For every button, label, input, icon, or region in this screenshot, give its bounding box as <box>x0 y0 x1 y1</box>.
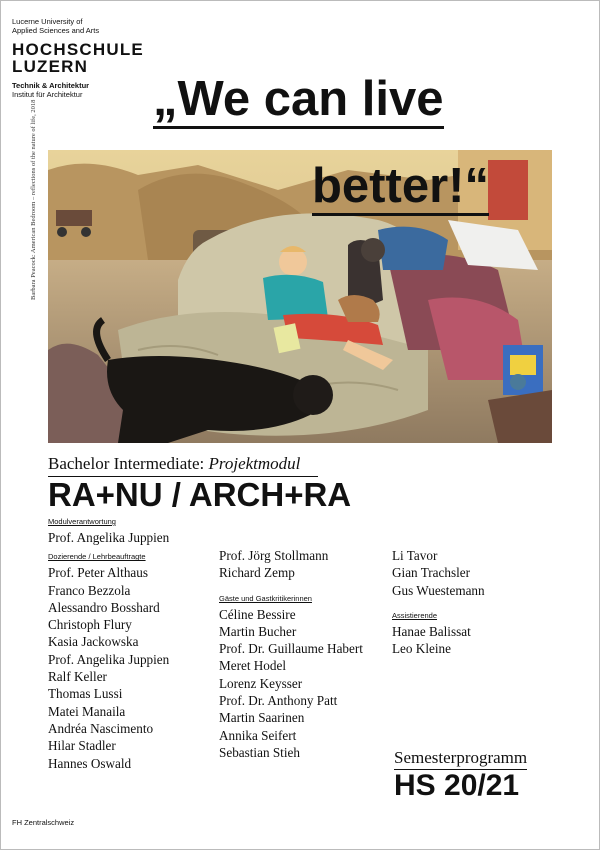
logo-line2: Applied Sciences and Arts <box>12 26 100 35</box>
person-name: Matei Manaila <box>48 703 126 719</box>
footer-text: FH Zentralschweiz <box>12 818 75 827</box>
person-name: Prof. Peter Althaus <box>48 565 148 581</box>
logo-name1: HOCHSCHULE <box>12 40 144 59</box>
person-name: Prof. Angelika Juppien <box>48 530 170 545</box>
person-name: Lorenz Keysser <box>219 675 303 691</box>
dozierende-list <box>48 564 169 772</box>
photo-credit: Barbara Peacock: American Bedroom – reflections of the nature of life, 2018 <box>30 99 37 300</box>
dozierende-list-cont <box>219 547 363 582</box>
person-name: Thomas Lussi <box>48 686 123 702</box>
person-name: Ralf Keller <box>48 669 107 685</box>
headline-line2: better!“ <box>312 160 489 216</box>
dozierende-list-cont2 <box>392 547 485 599</box>
person-name: Franco Bezzola <box>48 582 131 598</box>
modulverantwortung-list <box>48 529 169 546</box>
modulverantwortung-heading: Modulverantwortung <box>48 517 116 526</box>
person-name: Gus Wuestemann <box>392 582 485 598</box>
person-name: Li Tavor <box>392 548 438 563</box>
person-name: Annika Seifert <box>219 727 297 743</box>
semester-label: Semesterprogramm <box>394 748 527 770</box>
person-name: Martin Saarinen <box>219 710 305 726</box>
column-left <box>48 517 169 772</box>
program-module: Projektmodul <box>208 454 301 473</box>
logo-line1: Lucerne University of <box>12 17 83 26</box>
person-name: Hanae Balissat <box>392 623 471 639</box>
logo-name2: LUZERN <box>12 57 89 76</box>
person-name: Meret Hodel <box>219 658 287 674</box>
person-name: Hannes Oswald <box>48 755 132 771</box>
column-middle <box>219 547 363 761</box>
assistierende-heading: Assistierende <box>392 610 438 620</box>
program-level-text: Bachelor Intermediate: <box>48 454 209 473</box>
person-name: Alessandro Bosshard <box>48 599 160 615</box>
logo-dept2: Institut für Architektur <box>12 90 83 99</box>
assistierende-list <box>392 623 485 658</box>
program-level <box>48 454 318 477</box>
headline-line1: „We can live <box>153 73 444 129</box>
gaeste-heading: Gäste und Gastkritikerinnen <box>219 593 312 603</box>
person-name: Sebastian Stieh <box>219 744 300 760</box>
person-name: Prof. Angelika Juppien <box>48 651 170 667</box>
university-logo <box>12 17 144 99</box>
person-name: Kasia Jackowska <box>48 634 139 650</box>
person-name: Martin Bucher <box>219 623 297 639</box>
column-right <box>392 547 485 657</box>
person-name: Prof. Dr. Anthony Patt <box>219 693 338 709</box>
gaeste-list <box>219 606 363 762</box>
person-name: Gian Trachsler <box>392 565 471 581</box>
person-name: Céline Bessire <box>219 606 296 622</box>
person-name: Richard Zemp <box>219 565 295 581</box>
person-name: Prof. Dr. Guillaume Habert <box>219 641 363 657</box>
logo-dept1: Technik & Architektur <box>12 81 90 90</box>
person-name: Christoph Flury <box>48 617 132 633</box>
person-name: Leo Kleine <box>392 641 451 657</box>
semester-term: HS 20/21 <box>394 769 520 802</box>
person-name: Hilar Stadler <box>48 738 116 754</box>
person-name: Prof. Jörg Stollmann <box>219 548 329 563</box>
dozierende-heading: Dozierende / Lehrbeauftragte <box>48 552 146 562</box>
person-name: Andréa Nascimento <box>48 720 154 736</box>
course-code: RA+NU / ARCH+RA <box>48 476 352 513</box>
